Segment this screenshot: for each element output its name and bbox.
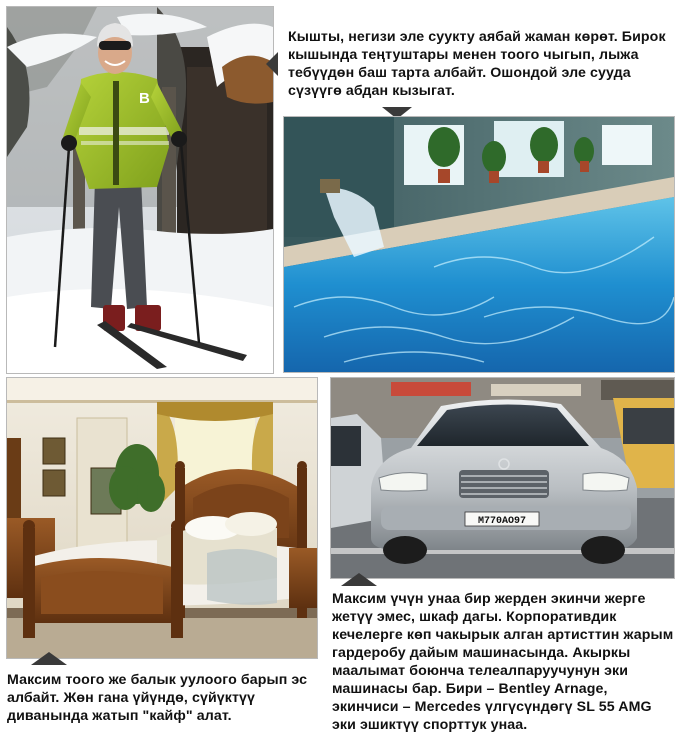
caption-bed <box>7 671 315 725</box>
caption-bed-text: Максим тоого же балык уулоого барып эс албайт. Жөн гана үйүндө, сүйүктүү диванында жатып "кайф" алат. <box>7 672 308 724</box>
caption-car-text: Максим үчүн унаа бир жерден экинчи жерге жетүү эмес, шкаф дагы. Корпоративдик кечелерге көп чакырык алган артисттин жарым гардеробу дайым машинасында. Акыркы маалымат боюнча телеалпаруучунун эки машинасы бар. Бири – Bentley Arnage, экинчиси – Mercedes үлгүсүндөгү SL 55 AMG эки эшиктүү спорттук унаа. <box>332 591 674 733</box>
license-plate: М770АО97 <box>477 516 527 527</box>
caption-ski-text: Кышты, негизи эле суукту аябай жаман көрөт. Бирок кышында теңтуштары менен тоого чыгып, лыжа тебүүдөн баш тарта албайт. Ошондой эле сууда сүзүүгө абдан кызыгат. <box>288 29 666 99</box>
photo-car <box>330 377 675 579</box>
pointer-bed <box>31 652 67 665</box>
pointer-ski-caption <box>266 52 278 76</box>
photo-bedroom <box>6 377 318 659</box>
caption-ski <box>288 28 668 100</box>
photo-pool <box>283 116 675 373</box>
caption-car <box>332 590 674 734</box>
jacket-letter: B <box>139 90 150 107</box>
photo-skier <box>6 6 274 374</box>
pointer-car <box>341 573 377 586</box>
